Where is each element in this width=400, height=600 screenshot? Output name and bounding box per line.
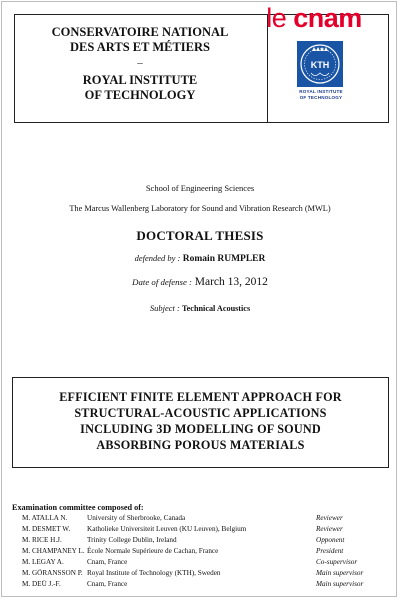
member-name: M. RICE H.J. [22,536,62,544]
member-name: M. DEÜ J.-F. [22,580,61,588]
member-name: M. ATALLA N. [22,514,68,522]
institution-line-4: OF TECHNOLOGY [84,88,196,102]
institution-names [15,15,265,122]
thesis-title-line-3: INCLUDING 3D MODELLING OF SOUND [80,422,321,436]
defended-by [0,253,400,264]
thesis-title-line-2: STRUCTURAL-ACOUSTIC APPLICATIONS [74,406,327,420]
member-role: Reviewer [316,514,343,522]
kth-logo [297,41,343,87]
defense-date: March 13, 2012 [194,276,268,288]
institution-line-1: CONSERVATOIRE NATIONAL [51,25,229,39]
committee-heading: Examination committee composed of: [12,503,144,512]
member-role: Reviewer [316,525,343,533]
member-role: Co-supervisor [316,558,358,566]
cnam-logo [256,3,372,37]
institution-line-2: DES ARTS ET MÉTIERS [69,40,210,54]
member-name: M. DESMET W. [22,525,71,533]
committee-member [22,524,382,535]
kth-caption-line-1: ROYAL INSTITUTE [299,89,343,94]
member-role: President [316,547,344,555]
member-role: Main supervisor [316,580,364,588]
institution-separator: – [137,57,143,69]
defended-label: defended by : [134,253,181,263]
kth-caption-line-2: OF TECHNOLOGY [299,94,343,100]
institution-line-3: ROYAL INSTITUTE [82,73,198,87]
committee-member [22,568,382,579]
member-affiliation: University of Sherbrooke, Canada [87,514,186,522]
subject-line [0,303,400,313]
cnam-logo-prefix: le [266,3,294,33]
thesis-title-line-1: EFFICIENT FINITE ELEMENT APPROACH FOR [59,390,342,404]
laboratory-name: The Marcus Wallenberg Laboratory for Sound and Vibration Research (MWL) [69,204,331,213]
member-name: M. LEGAY A. [22,558,64,566]
defense-date-label: Date of defense : [132,277,192,287]
committee-member [22,535,382,546]
member-name: M. CHAMPANEY L. [22,547,85,555]
member-role: Opponent [316,536,345,544]
thesis-type: DOCTORAL THESIS [136,228,264,243]
member-affiliation: Trinity College Dublin, Ireland [87,536,177,544]
committee-member [22,513,382,524]
subject-value: Technical Acoustics [181,304,251,313]
member-affiliation: École Normale Supérieure de Cachan, France [87,547,219,555]
kth-logo-text: KTH [310,60,330,70]
member-affiliation: Royal Institute of Technology (KTH), Sweden [87,569,221,577]
defense-date-line [0,276,400,288]
member-affiliation: Cnam, France [87,558,128,566]
school-name: School of Engineering Sciences [145,183,255,193]
member-name: M. GÖRANSSON P. [22,569,83,577]
subject-label: Subject : [149,303,180,313]
cnam-logo-main: cnam [293,3,362,33]
committee-member [22,546,382,557]
author-name: Romain RUMPLER [182,254,266,264]
member-affiliation: Katholieke Universiteit Leuven (KU Leuven), Belgium [87,525,247,533]
kth-caption [280,89,362,100]
committee-member [22,557,382,568]
thesis-title-box [12,377,389,468]
member-role: Main supervisor [316,569,364,577]
thesis-title-line-4: ABSORBING POROUS MATERIALS [96,438,305,452]
committee-member [22,579,382,590]
member-affiliation: Cnam, France [87,580,128,588]
